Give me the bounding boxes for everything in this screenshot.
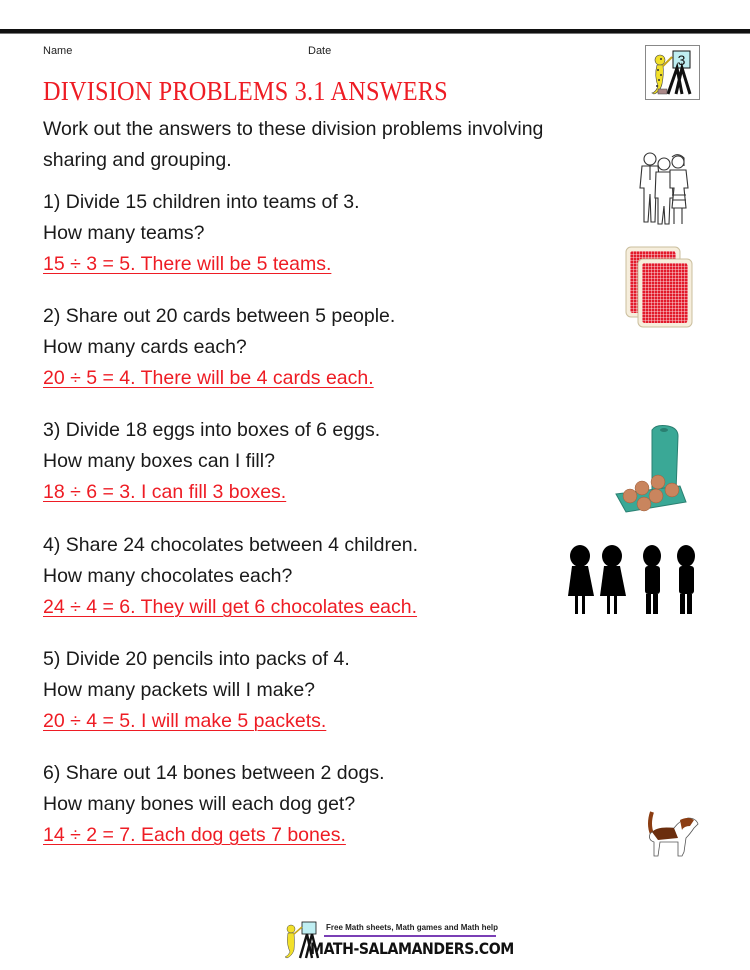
problem-answer: 18 ÷ 6 = 3. I can fill 3 boxes. (43, 481, 287, 503)
playing-cards-icon (624, 245, 694, 329)
problem-1 (43, 187, 603, 280)
problem-ask: How many packets will I make? (43, 679, 316, 701)
date-label: Date (308, 45, 332, 57)
problem-answer: 20 ÷ 5 = 4. There will be 4 cards each. (43, 367, 374, 389)
problem-question: 5) Divide 20 pencils into packs of 4. (43, 648, 350, 670)
problem-question: 2) Share out 20 cards between 5 people. (43, 305, 396, 327)
problem-ask: How many boxes can I fill? (43, 450, 275, 472)
problem-question: 6) Share out 14 bones between 2 dogs. (43, 762, 385, 784)
problem-question: 3) Divide 18 eggs into boxes of 6 eggs. (43, 419, 381, 441)
instructions-text: Work out the answers to these division problems involving sharing and grouping. (43, 118, 544, 171)
problem-2 (43, 301, 603, 394)
children-group-icon (636, 150, 692, 230)
problem-6 (43, 758, 603, 851)
problem-5 (43, 644, 603, 737)
name-label: Name (43, 45, 73, 57)
problem-question: 1) Divide 15 children into teams of 3. (43, 191, 360, 213)
egg-box-icon (612, 422, 696, 516)
beagle-dog-icon (644, 810, 708, 866)
problem-ask: How many bones will each dog get? (43, 793, 356, 815)
problem-answer: 20 ÷ 4 = 5. I will make 5 packets. (43, 710, 327, 732)
problem-ask: How many teams? (43, 222, 205, 244)
footer-brand (282, 920, 522, 960)
problem-answer: 24 ÷ 4 = 6. They will get 6 chocolates each. (43, 596, 418, 618)
problem-ask: How many chocolates each? (43, 565, 293, 587)
problem-ask: How many cards each? (43, 336, 247, 358)
footer-tagline: Free Math sheets, Math games and Math help (326, 923, 499, 932)
svg-text:3: 3 (677, 52, 686, 68)
problem-answer: 14 ÷ 2 = 7. Each dog gets 7 bones. (43, 824, 346, 846)
page-title: DIVISION PROBLEMS 3.1 ANSWERS (43, 76, 448, 106)
problem-question: 4) Share 24 chocolates between 4 children. (43, 534, 419, 556)
salamander-easel-icon (646, 46, 699, 99)
footer-divider (324, 935, 496, 937)
salamander-grade-logo (645, 45, 700, 100)
children-silhouettes-icon (566, 544, 696, 616)
problem-4 (43, 530, 603, 623)
problem-3 (43, 415, 603, 508)
problem-answer: 15 ÷ 3 = 5. There will be 5 teams. (43, 253, 332, 275)
footer-site-name[interactable]: MATH-SALAMANDERS.COM (310, 939, 514, 958)
top-border-line (0, 29, 750, 34)
